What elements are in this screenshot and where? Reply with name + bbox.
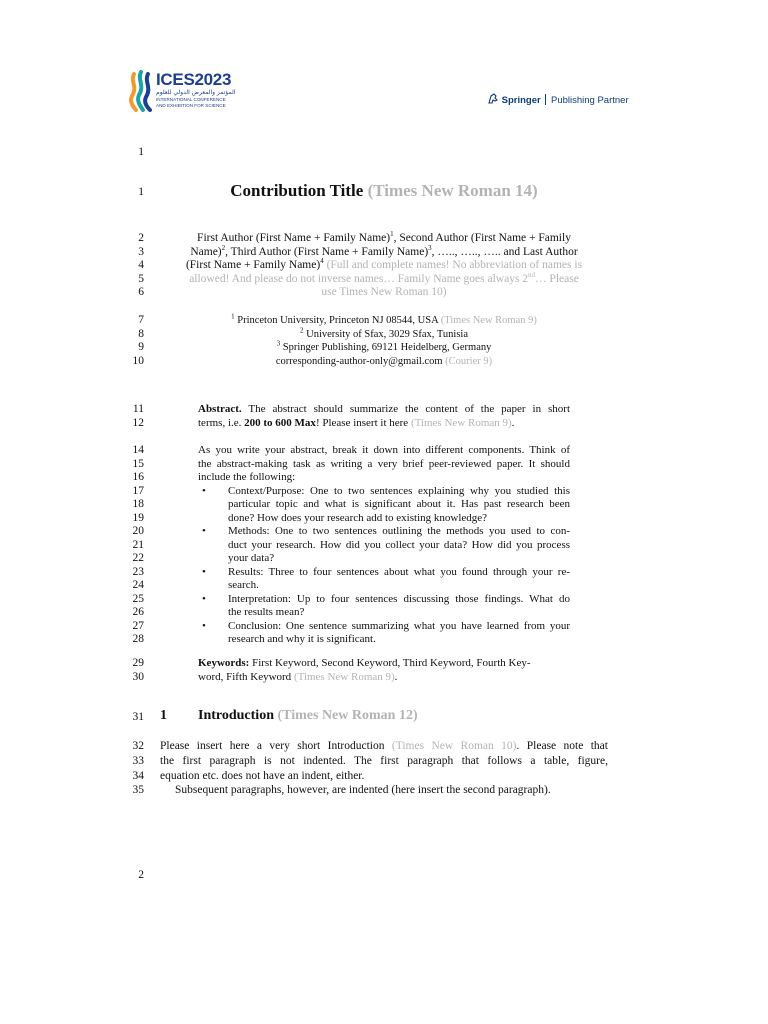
- keywords: [198, 657, 570, 684]
- logo-name: ICES2023: [156, 70, 232, 89]
- title-text: Contribution Title: [230, 181, 364, 200]
- line-number: 8: [138, 327, 144, 340]
- body-line: include the following:: [198, 471, 296, 483]
- line-number: 18: [132, 498, 144, 510]
- line-number: 19: [132, 511, 144, 524]
- list-text: the results mean?: [228, 606, 305, 618]
- line-number: 31: [132, 711, 144, 723]
- author-text: , Third Author (First Name + Family Name): [225, 245, 429, 258]
- intro-line: Subsequent paragraphs, however, are indented (here insert the second paragraph).: [175, 784, 551, 797]
- author-hint-sup: nd: [528, 270, 536, 279]
- partner-divider: [545, 94, 546, 105]
- author-text: , ….., ….., ….. and Last Author: [431, 245, 578, 258]
- paper-title: [160, 181, 608, 201]
- intro-hint: (Times New Roman 10): [391, 740, 517, 752]
- line-number: 1: [138, 186, 144, 198]
- abstract-label: Abstract.: [198, 403, 242, 415]
- list-text: done? How does your research add to existing knowledge?: [228, 511, 488, 524]
- bullet-icon: •: [202, 619, 206, 632]
- line-number: 5: [138, 272, 144, 285]
- line-number: 34: [132, 770, 144, 782]
- list-text: Methods: One to two sentences outlining the methods you used to con-: [228, 525, 570, 537]
- intro-text: Please insert here a very short Introduction: [160, 740, 392, 752]
- line-number: 20: [132, 525, 144, 537]
- list-item: [198, 485, 570, 526]
- line-number: 22: [132, 552, 144, 564]
- line-number: 6: [138, 286, 144, 298]
- springer-horse-icon: [487, 93, 499, 105]
- section-hint: (Times New Roman 12): [277, 708, 418, 723]
- affil-hint: (Times New Roman 9): [440, 315, 537, 326]
- affil-sup: 3: [276, 339, 281, 348]
- author-sup: 1: [390, 230, 394, 239]
- partner-label: Publishing Partner: [550, 95, 629, 106]
- author-hint: use Times New Roman 10): [321, 286, 447, 298]
- affil-text: Princeton University, Princeton NJ 08544, USA: [234, 315, 441, 326]
- intro-paragraph: [160, 739, 608, 798]
- body-line: As you write your abstract, break it down into different components. Think of: [198, 444, 570, 456]
- author-sup: 2: [221, 243, 226, 252]
- author-text: Name): [190, 245, 222, 258]
- corresponding-email[interactable]: corresponding-author-only@gmail.com: [275, 355, 443, 367]
- line-number: 16: [132, 471, 144, 483]
- logo-sub2: AND EXHIBITION FOR SCIENCE: [156, 103, 226, 108]
- abstract-body-intro: [198, 444, 570, 485]
- keywords-hint: (Times New Roman 9): [293, 670, 395, 683]
- line-number: 9: [138, 341, 144, 353]
- author-hint: … Please: [535, 272, 579, 285]
- intro-line: the first paragraph is not indented. The first paragraph that follows a table, figure,: [160, 754, 608, 767]
- logo-arabic: المؤتمر والمعرض الدولي للعلوم: [156, 89, 236, 96]
- line-number: 1: [138, 146, 144, 158]
- author-hint: (Full and complete names! No abbreviation of names is: [323, 259, 583, 271]
- line-number: 28: [132, 633, 144, 645]
- affil-sup: 2: [299, 326, 304, 334]
- abstract-text: terms, i.e.: [198, 416, 245, 429]
- line-number: 3: [138, 245, 144, 258]
- list-text: search.: [228, 579, 259, 591]
- line-number: 10: [132, 354, 144, 367]
- list-text: research and why it is significant.: [228, 633, 376, 645]
- abstract-text: The abstract should summarize the content of the paper in short: [241, 403, 570, 415]
- list-text: your data?: [228, 552, 275, 564]
- list-text: duct your research. How did you collect your data? How did you process: [228, 538, 570, 551]
- bullet-icon: •: [202, 565, 206, 578]
- keywords-label: Keywords:: [198, 657, 250, 669]
- line-number: 25: [132, 592, 144, 605]
- list-text: particular topic and what is significant about it. Has past research been: [228, 498, 570, 510]
- conference-logo: [128, 70, 258, 112]
- line-number: 26: [132, 606, 144, 618]
- affil-text: University of Sfax, 3029 Sfax, Tunisia: [303, 328, 468, 340]
- page-number: 2: [138, 869, 144, 881]
- line-number: 15: [132, 457, 144, 470]
- list-item: [198, 525, 570, 566]
- email-hint: (Courier 9): [442, 355, 493, 367]
- line-number: 7: [138, 314, 144, 326]
- section-title: Introduction: [198, 708, 274, 723]
- line-number: 21: [132, 538, 144, 551]
- author-sup: 4: [320, 257, 324, 266]
- list-text: Interpretation: Up to four sentences discussing those findings. What do: [228, 592, 570, 605]
- affil-sup: 1: [231, 312, 235, 321]
- bullet-icon: •: [202, 484, 206, 497]
- line-number: 17: [132, 484, 144, 497]
- keywords-text: First Keyword, Second Keyword, Third Keyword, Fourth Key-: [249, 657, 531, 669]
- line-number: 33: [132, 755, 144, 767]
- line-number: 32: [132, 740, 144, 752]
- keywords-text: .: [394, 670, 398, 683]
- line-number: 14: [132, 444, 144, 456]
- line-number: 2: [138, 232, 144, 244]
- author-hint: allowed! And please do not inverse names… Family Name goes always 2: [189, 272, 529, 285]
- list-text: Conclusion: One sentence summarizing what you have learned from your: [228, 619, 570, 632]
- springer-partner-logo: [487, 93, 629, 107]
- affil-text: Springer Publishing, 69121 Heidelberg, Germany: [280, 342, 492, 353]
- line-number: 11: [132, 403, 144, 415]
- list-item: [198, 620, 570, 647]
- logo-wave-icon: [128, 70, 154, 112]
- line-number: 35: [132, 784, 144, 796]
- author-text: First Author (First Name + Family Name): [197, 232, 391, 244]
- author-text: , Second Author (First Name + Family: [393, 232, 571, 244]
- abstract: [198, 403, 570, 430]
- author-sup: 3: [428, 243, 432, 252]
- line-number: 12: [132, 416, 144, 429]
- abstract-text: ! Please insert it here: [315, 416, 411, 429]
- line-number: 30: [132, 670, 144, 683]
- author-list: [160, 232, 608, 300]
- abstract-hint: (Times New Roman 9): [410, 416, 512, 429]
- abstract-limit: 200 to 600 Max: [244, 416, 316, 429]
- body-line: the abstract-making task as writing a very brief peer-reviewed paper. It should: [198, 457, 570, 470]
- list-text: Results: Three to four sentences about what you found through your re-: [228, 565, 570, 578]
- springer-brand: Springer: [501, 95, 541, 106]
- title-hint: (Times New Roman 14): [367, 181, 538, 200]
- bullet-icon: •: [202, 592, 206, 605]
- abstract-text: .: [511, 416, 515, 429]
- line-number: 29: [132, 657, 144, 669]
- list-item: [198, 566, 570, 593]
- keywords-text: word, Fifth Keyword: [198, 670, 294, 683]
- section-heading: [160, 707, 608, 725]
- line-number: 4: [138, 259, 144, 271]
- bullet-icon: •: [202, 525, 206, 537]
- section-number: 1: [160, 708, 167, 723]
- intro-line: equation etc. does not have an indent, either.: [160, 769, 365, 782]
- intro-text: . Please note that: [516, 740, 608, 752]
- line-number: 23: [132, 565, 144, 578]
- line-number: 27: [132, 619, 144, 632]
- author-text: (First Name + Family Name): [185, 259, 321, 271]
- list-item: [198, 593, 570, 620]
- list-text: Context/Purpose: One to two sentences explaining why you studied this: [228, 484, 570, 497]
- line-number: 24: [132, 579, 144, 591]
- affiliations: [160, 314, 608, 368]
- logo-sub1: INTERNATIONAL CONFERENCE: [156, 97, 226, 102]
